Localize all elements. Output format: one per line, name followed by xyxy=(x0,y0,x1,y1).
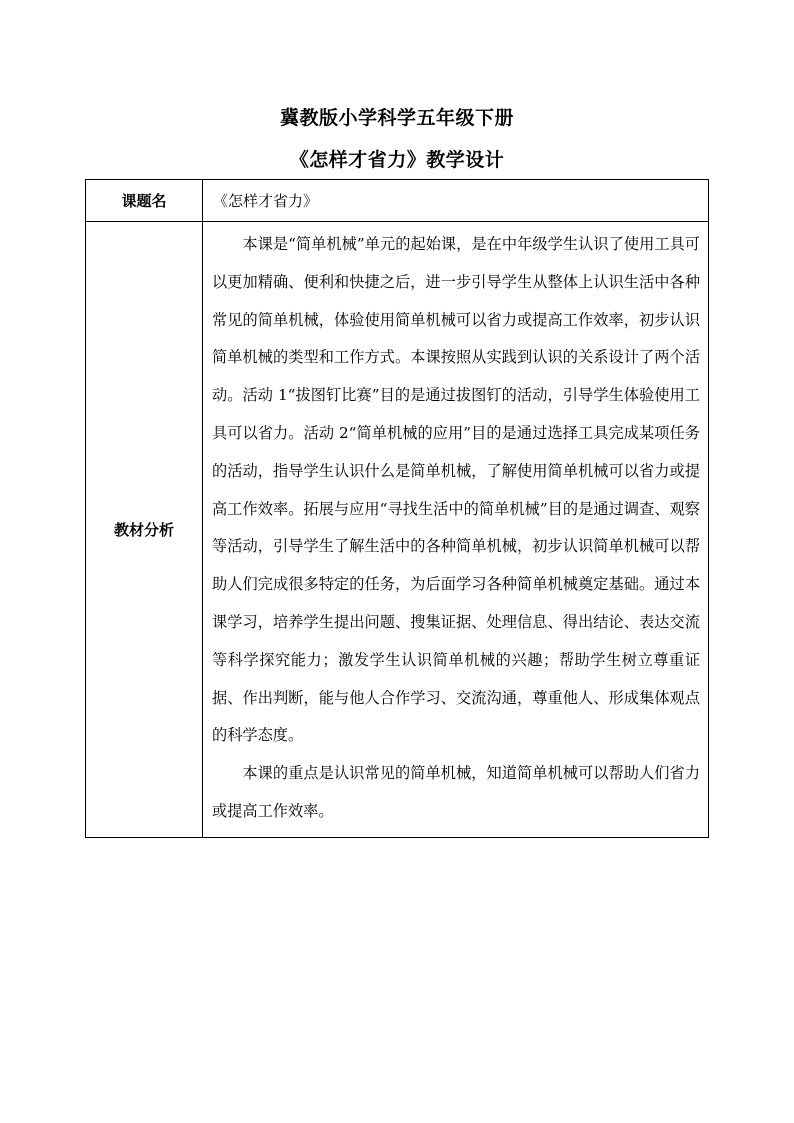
topic-label: 课题名 xyxy=(86,180,203,222)
topic-value: 《怎样才省力》 xyxy=(203,180,709,222)
lesson-design-table xyxy=(85,179,709,838)
table-row xyxy=(86,180,709,222)
document-subtitle: 《怎样才省力》教学设计 xyxy=(289,149,505,171)
table-row xyxy=(86,222,709,838)
material-analysis-cell xyxy=(203,222,709,838)
document-title: 冀教版小学科学五年级下册 xyxy=(279,107,514,129)
analysis-paragraph: 本课是“简单机械”单元的起始课，是在中年级学生认识了使用工具可以更加精确、便利和快捷之后，进一步引导学生从整体上认识生活中各种常见的简单机械，体验使用简单机械可以省力或提高工作效率，初步认识简单机械的类型和工作方式。本课按照从实践到认识的关系设计了两个活动。活动 1“拔图钉比赛”目的是通过拔图钉的活动，引导学生体验使用工具可以省力。活动 2“简单机械的应用”目的是通过选择工具完成某项任务的活动，指导学生认识什么是简单机械，了解使用简单机械可以省力或提高工作效率。拓展与应用“寻找生活中的简单机械”目的是通过调查、观察等活动，引导学生了解生活中的各种简单机械，初步认识简单机械可以帮助人们完成很多特定的任务，为后面学习各种简单机械奠定基础。通过本课学习，培养学生提出问题、搜集证据、处理信息、得出结论、表达交流等科学探究能力；激发学生认识简单机械的兴趣；帮助学生树立尊重证据、作出判断，能与他人合作学习、交流沟通，尊重他人、形成集体观点的科学态度。 xyxy=(212,235,700,745)
material-analysis-text xyxy=(203,222,708,837)
analysis-paragraph: 本课的重点是认识常见的简单机械，知道简单机械可以帮助人们省力或提高工作效率。 xyxy=(212,764,700,820)
material-analysis-label: 教材分析 xyxy=(86,222,203,838)
